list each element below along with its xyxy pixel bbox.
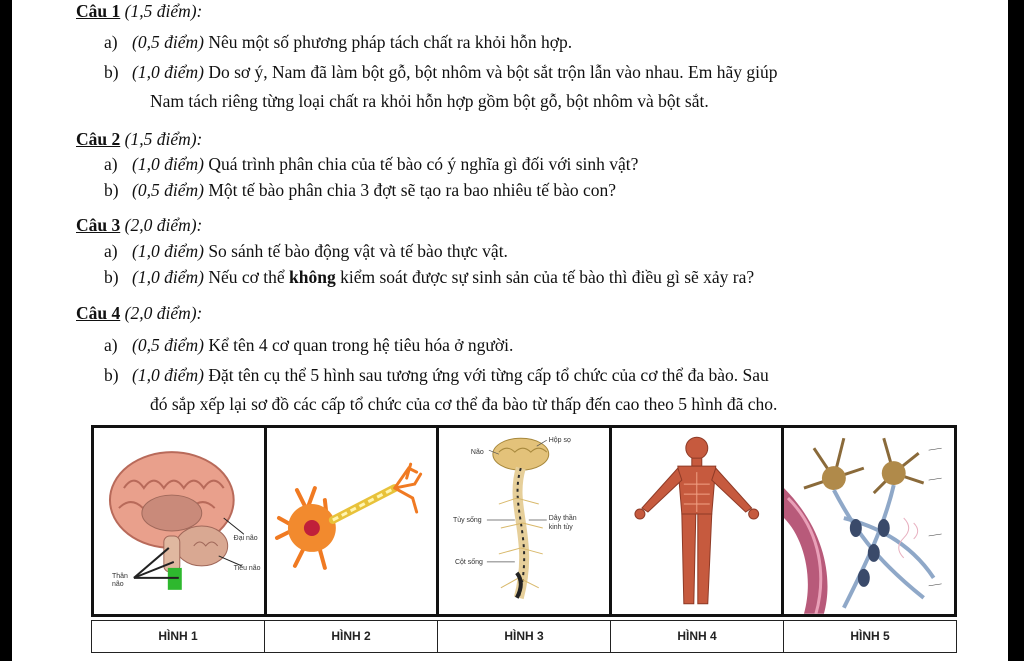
- figure-caption: HÌNH 5: [850, 629, 890, 643]
- question-2b: b) (0,5 điểm) Một tế bào phân chia 3 đợt sẽ tạo ra bao nhiêu tế bào con?: [104, 180, 617, 200]
- brain-label: não: [111, 580, 124, 588]
- fig3-label-hop-so: Hộp sọ: [548, 437, 572, 445]
- question-1b: b) (1,0 điểm) Do sơ ý, Nam đã làm bột gỗ, bột nhôm và bột sắt trộn lẫn vào nhau. Em hãy giúp: [104, 62, 778, 82]
- figure-2-neuron: [267, 428, 440, 614]
- figure-5-nerve-tissue: [784, 428, 954, 614]
- question-points: (2,0 điểm):: [124, 303, 203, 323]
- figure-caption: HÌNH 4: [611, 621, 784, 652]
- question-1a: a) (0,5 điểm) Nêu một số phương pháp tách chất ra khỏi hỗn hợp.: [104, 32, 573, 52]
- figure-images-row: [91, 425, 957, 617]
- fig3-label-nao: Não: [471, 449, 484, 457]
- question-4-heading: [76, 302, 202, 324]
- question-number: Câu 2: [76, 129, 121, 149]
- question-number: Câu 4: [76, 303, 121, 323]
- fig3-label-day-than-kinh-2: kinh tủy: [548, 523, 573, 531]
- question-3b: b) (1,0 điểm) Nếu cơ thể không kiểm soát được sự sinh sản của tế bào thì điều gì sẽ xảy ra?: [104, 267, 755, 287]
- figure-caption: HÌNH 2: [265, 621, 438, 652]
- fig3-label-cot-song: Cột sống: [455, 558, 484, 566]
- brain-label: Thân: [111, 572, 128, 580]
- question-3-heading: [76, 214, 202, 236]
- nervous-system-illustration: [439, 428, 609, 614]
- brain-label: Tiểu não: [233, 564, 261, 572]
- figure-caption: HÌNH 1: [92, 621, 265, 652]
- brain-illustration: [94, 428, 264, 614]
- question-points: (1,5 điểm):: [124, 129, 203, 149]
- question-2-heading: [76, 128, 202, 150]
- question-4b-continued: đó sắp xếp lại sơ đồ các cấp tổ chức của cơ thể đa bào từ thấp đến cao theo 5 hình đã cho.: [150, 394, 778, 414]
- figure-4-human-body: [612, 428, 785, 614]
- neuron-illustration: [267, 428, 437, 614]
- human-body-illustration: [612, 428, 782, 614]
- question-1b-continued: Nam tách riêng từng loại chất ra khỏi hỗn hợp gồm bột gỗ, bột nhôm và bột sắt.: [150, 91, 709, 111]
- fig3-label-tuy-song: Tủy sống: [453, 516, 482, 524]
- nerve-tissue-illustration: [784, 428, 954, 614]
- question-1-heading: [76, 0, 202, 22]
- question-3a: a) (1,0 điểm) So sánh tế bào động vật và tế bào thực vật.: [104, 241, 508, 261]
- figure-1-brain: [94, 428, 267, 614]
- question-number: Câu 3: [76, 215, 121, 235]
- question-points: (1,5 điểm):: [124, 1, 203, 21]
- exam-page: [12, 0, 1008, 661]
- question-points: (2,0 điểm):: [124, 215, 203, 235]
- question-4b: b) (1,0 điểm) Đặt tên cụ thể 5 hình sau tương ứng với từng cấp tổ chức của cơ thể đa bào. Sau: [104, 365, 769, 385]
- figure-captions-row: [91, 620, 957, 653]
- figure-table: [91, 425, 957, 653]
- question-number: Câu 1: [76, 1, 121, 21]
- brain-label: Đại não: [233, 534, 258, 542]
- figure-caption: HÌNH 3: [438, 621, 611, 652]
- question-2a: a) (1,0 điểm) Quá trình phân chia của tế bào có ý nghĩa gì đối với sinh vật?: [104, 154, 639, 174]
- question-4a: a) (0,5 điểm) Kể tên 4 cơ quan trong hệ tiêu hóa ở người.: [104, 335, 514, 355]
- fig3-label-day-than-kinh: Dây thần: [548, 515, 577, 523]
- figure-3-nervous-system: [439, 428, 612, 614]
